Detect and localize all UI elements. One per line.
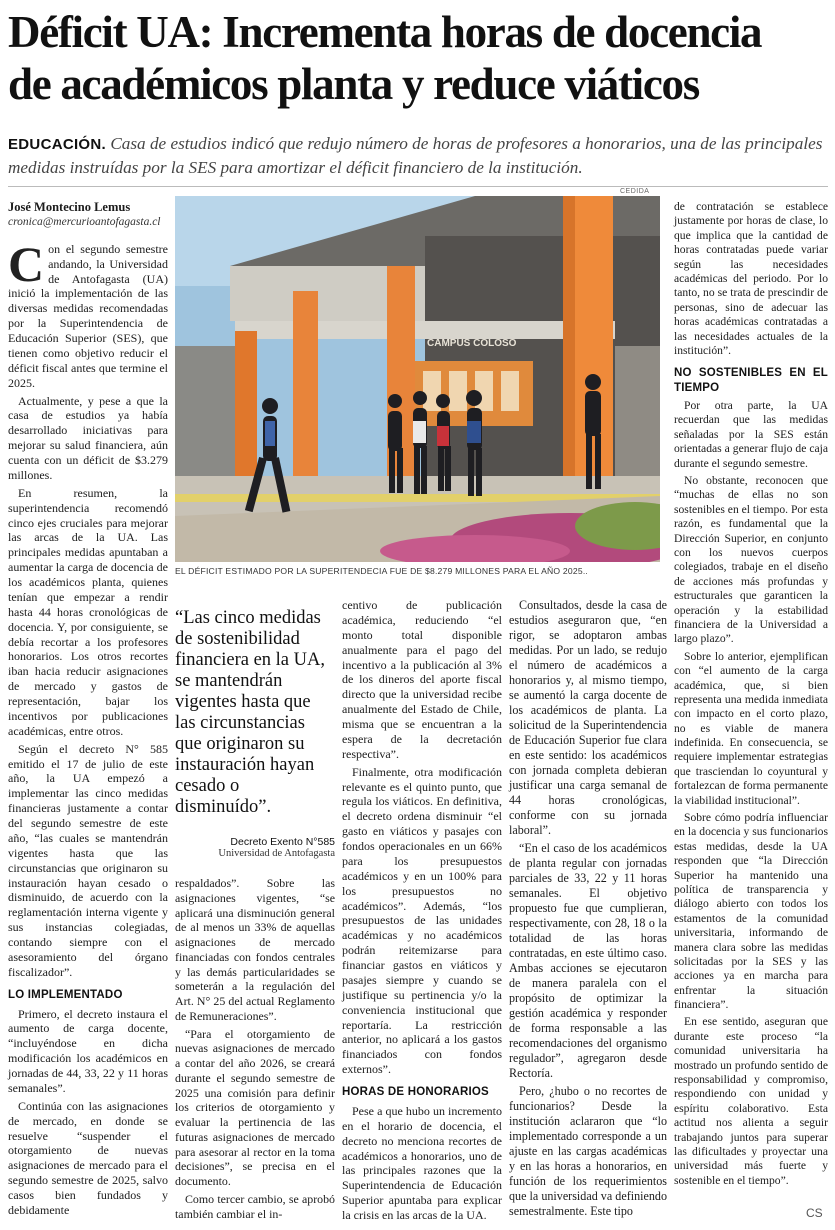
paragraph: de contratación se establece justamente por horas de clase, lo que implica que la cantidad de horas contratadas puede variar según las necesidades académicas del periodo. Por lo tanto, no se trata de prescindir de personas, sino de adecuar las horas académicas contratadas a las necesidades actuales de la institución”. xyxy=(674,200,828,357)
paragraph: Continúa con las asignaciones de mercado, en donde se resuelve “suspender el otorgamiento de nuevas asignaciones de mercado para el segundo semestre de 2025, salvo casos bien fundados y debidamente xyxy=(8,1098,168,1217)
column-2 xyxy=(175,876,335,1224)
pull-quote-source: Decreto Exento N°585 xyxy=(230,836,335,848)
subhead-no-sostenibles: NO SOSTENIBLES EN EL TIEMPO xyxy=(674,367,828,394)
campus-photo-illustration xyxy=(175,196,660,562)
byline-author: José Montecino Lemus xyxy=(8,200,131,214)
paragraph: Con el segundo semestre andando, la Universidad de Antofagasta (UA) inició la implementación de las diversas medidas recomendadas por la Superintendencia de Educación Superior (SES), que tienen como objetivo reducir el déficit fiscal antes que termine el 2025. xyxy=(8,235,168,390)
headline xyxy=(8,6,830,110)
end-mark: CS xyxy=(806,1206,823,1220)
paragraph: En resumen, la superintendencia recomendó cinco ejes cruciales para mejorar las arcas de la UA. Las principales medidas apuntaban a aumentar la carga de docencia de los académicos planta, quienes tenían que empezar a rendir hasta 44 horas cronológicas de docencia. Y, por consiguiente, se debía recortar a los profesores honorarios. Los otros recortes iban hacia reducir asignaciones de mercado y gastos de representación, bajar los incentivos por publicaciones académicas, entre otros. xyxy=(8,485,168,738)
paragraph: Por otra parte, la UA recuerdan que las medidas señaladas por la SES están orientadas a generar flujo de caja durante el segundo semestre. xyxy=(674,399,828,470)
byline-email[interactable]: cronica@mercurioantofagasta.cl xyxy=(8,215,161,228)
paragraph: Pero, ¿hubo o no recortes de funcionarios? Desde la institución aclararon que “lo implementado corresponde a un ajuste en las cargas académicas y en las horas a honorarios, en función de los requerimientos que la universidad va definiendo semestralmente. Este tipo xyxy=(509,1084,667,1218)
column-5 xyxy=(674,200,828,1191)
paragraph: “En el caso de los académicos de planta regular con jornadas parciales de 33, 22 y 11 horas semanales. El objetivo propuesto fue que cumplieran, respectivamente, con 28, 18 o la totalidad de las horas contratadas, en este último caso. Ambas acciones se ejecutaron de manera paralela con el propósito de optimizar la gestión académica y responder de forma responsable a las recomendaciones del organismo regulador”, agregaron desde Rectoría. xyxy=(509,841,667,1080)
subhead-lo-implementado: LO IMPLEMENTADO xyxy=(8,988,123,1001)
headline-line-2: de académicos planta y reduce viáticos xyxy=(8,59,699,109)
paragraph: Sobre cómo podría influenciar en la docencia y sus funcionarios estas medidas, desde la UA responden que “la Dirección Superior ha mantenido una política de transparencia y diálogo abierto con todos los estamentos de la comunidad universitaria, informando de manera clara sobre las medidas solicitadas por la SES y las acciones ya en marcha para enfrentar la situación financiera”. xyxy=(674,811,828,1012)
paragraph: Actualmente, y pese a que la casa de estudios ya había desarrollado iniciativas para mejorar su salud financiera, aún cuenta con un déficit de $3.279 millones. xyxy=(8,393,168,482)
paragraph: “Para el otorgamiento de nuevas asignaciones de mercado a contar del año 2026, se creará durante el segundo semestre de 2025 una comisión para definir los criterios de otorgamiento y evaluar la pertinencia de las futuras asignaciones de mercado para asesorar al rector en la toma decisiones”, se precisa en el documento. xyxy=(175,1026,335,1188)
paragraph: No obstante, reconocen que “muchas de ellas no son sostenibles en el tiempo. Por esta razón, es fundamental que la Dirección Superior, en conjunto con los nuevos cuerpos colegiados, trabaje en el diseño de acciones más profundas y estructurales que garanticen la operación y la estabilidad financiera de la Universidad a largo plazo”. xyxy=(674,474,828,646)
pull-quote xyxy=(175,608,335,859)
subhead-horas-de-honorarios: HORAS DE HONORARIOS xyxy=(342,1086,489,1098)
drop-cap: C xyxy=(8,235,45,292)
column-4 xyxy=(509,598,667,1222)
campus-sign-text: CAMPUS COLOSO xyxy=(427,338,517,349)
column-1 xyxy=(8,200,168,1221)
headline-line-1: Déficit UA: Incrementa horas de docencia xyxy=(8,7,762,57)
paragraph: En ese sentido, aseguran que durante este proceso “la comunidad universitaria ha mostrado un profundo sentido de responsabilidad y compromiso, respondiendo con unidad y espíritu colaborativo. Esta actitud nos alienta a seguir trabajando juntos para superar las dificultades y proyectar una universidad más fuerte y sostenible en el tiempo”. xyxy=(674,1015,828,1187)
paragraph: centivo de publicación académica, reduciendo “el monto total disponible anualmente para el pago del incentivo a la publicación al 3% de los dineros del aporte fiscal directo que la universidad recibe anualmente del Estado de Chile, misma que se encuentran a la espera de la decretación respectiva”. xyxy=(342,598,502,761)
photo-credit: CEDIDA xyxy=(620,188,650,195)
paragraph: Como tercer cambio, se aprobó también cambiar el in- xyxy=(175,1191,335,1221)
paragraph: Pese a que hubo un incremento en el horario de docencia, el decreto no menciona recortes de académicos a honorarios, uno de las principales razones que la Superintendencia de Educación Superior apuntaba para explicar la crisis en las arcas de la UA. xyxy=(342,1103,502,1222)
paragraph: Consultados, desde la casa de estudios aseguraron que, “en rigor, se adoptaron ambas medidas. Por un lado, se redujo el número de académicos a honorarios y, al mismo tiempo, se aumentó la carga docente de los académicos de planta. La solicitud de la Superintendencia de Educación Superior fue clara en este sentido: los académicos con jornada completa debieran justificar una carga semanal de 44 horas cronológicas, conforme con su jornada laboral”. xyxy=(509,598,667,837)
pull-quote-text: “Las cinco medidas de sostenibilidad financiera en la UA, se mantendrán vigentes hasta que las circunstancias que originaron su instauración hayan cesado o disminuído”. xyxy=(175,608,325,817)
column-3 xyxy=(342,598,502,1226)
header-divider xyxy=(8,186,828,187)
deck-text: Casa de estudios indicó que redujo número de horas de profesores a honorarios, una de las principales medidas instruídas por la SES para amortizar el déficit financiero de la institución. xyxy=(8,134,823,177)
paragraph: respaldados”. Sobre las asignaciones vigentes, “se aplicará una disminución general de al menos un 33% de aquellas asignaciones de mercado financiadas con fondos centrales y las demás particularidades se someterán a la regulación del Art. N° 25 del actual Reglamento de Remuneraciones”. xyxy=(175,876,335,1023)
paragraph: Finalmente, otra modificación relevante es el quinto punto, que regula los viáticos. En definitiva, el decreto ordena disminuir “el gasto en viáticos y pasajes con fondos operacionales en un 66% para los presupuestos académicos y en un 100% para los presupuestos no académicos”. Además, “los presupuestos de las unidades académicas y no académicos podrán reitemizarse para financiar gastos en viáticos y pasajes siempre y cuando se justifique su pertinencia y/o la conveniencia institucional que reportaría. La restricción anterior, no aplicará a los gastos financiados con fondos externos”. xyxy=(342,764,502,1077)
photo-caption: EL DÉFICIT ESTIMADO POR LA SUPERITENDECIA FUE DE $8.279 MILLONES PARA EL AÑO 2025.. xyxy=(175,566,589,576)
campus-photo xyxy=(175,196,660,562)
paragraph: Primero, el decreto instaura el aumento de carga docente, “incluyéndose en dicha modificación los académicos en jornadas de 44, 33, 22 y 11 horas semanales”. xyxy=(8,1006,168,1095)
deck xyxy=(8,132,828,179)
paragraph: Según el decreto N° 585 emitido el 17 de julio de este año, la UA empezó a implementar las cinco medidas financieras justamente a contar del segundo semestre de este año, “las cuales se mantendrán vigentes hasta que las circunstancias que originaron su instauración hayan cesado o disminuido, de acuerdo con la reglamentación interna vigente y sus instancias colegiadas, contando siempre con el asesoramiento del órgano fiscalizador”. xyxy=(8,741,168,979)
paragraph: Sobre lo anterior, ejemplifican con “el aumento de la carga académica, que, si bien representa una medida inmediata con impacto en el corto plazo, no es viable de manera indefinida. En consecuencia, se requiere implementar estrategias que trasciendan lo coyuntural y fortalezcan de forma permanente la viabilidad institucional”. xyxy=(674,649,828,807)
section-label: EDUCACIÓN. xyxy=(8,136,107,153)
pull-quote-org: Universidad de Antofagasta xyxy=(218,848,335,859)
